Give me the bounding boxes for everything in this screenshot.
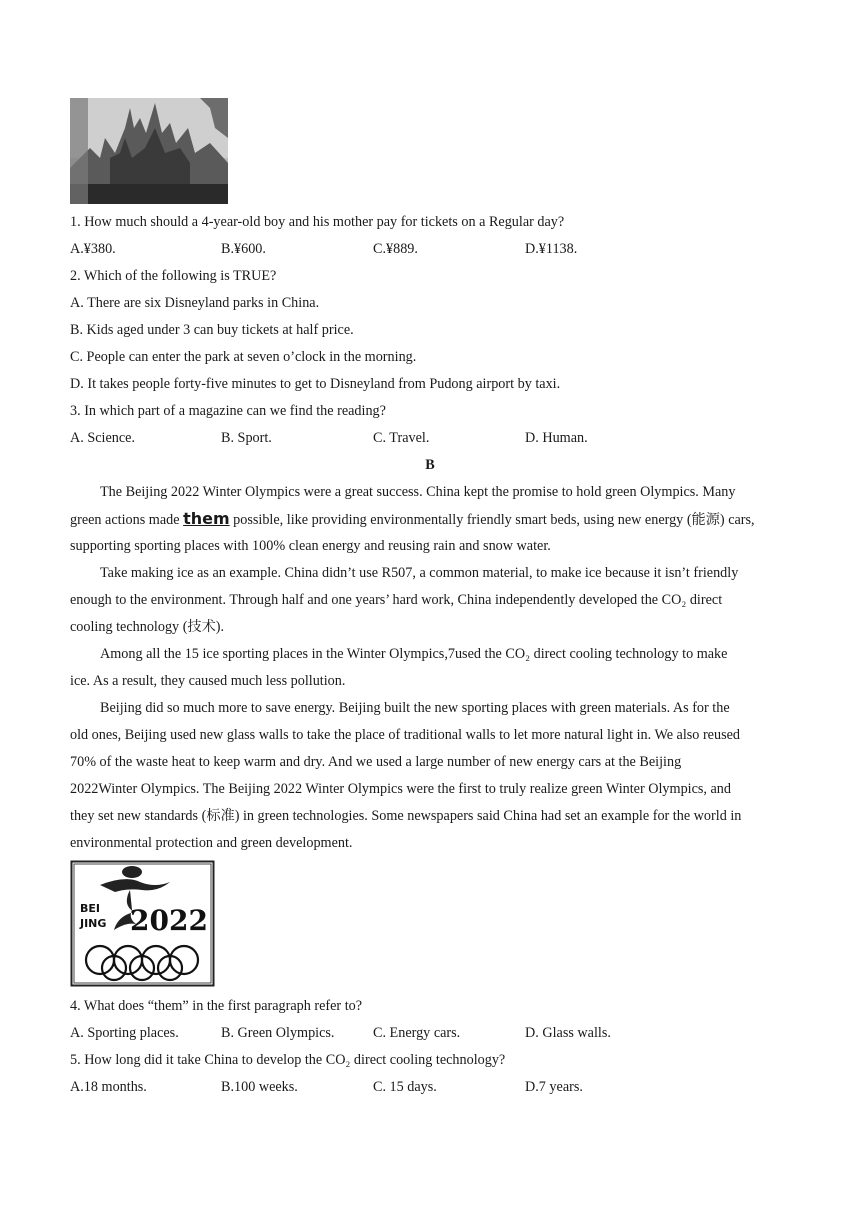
logo-text-year: 2022 — [130, 904, 208, 937]
q4-option-c: C. Energy cars. — [373, 1025, 461, 1041]
para1-line2 — [70, 510, 790, 529]
para2-line1: Take making ice as an example. China didn’t use R507, a common material, to make ice because it isn’t friendly — [100, 565, 739, 581]
para4-line4: 2022Winter Olympics. The Beijing 2022 Winter Olympics were the first to truly realize green Winter Olympics, and — [70, 781, 731, 797]
para4-line5: they set new standards (标准) in green technologies. Some newspapers said China had set an example for the world in — [70, 808, 742, 824]
q2-option-a: A. There are six Disneyland parks in China. — [70, 295, 320, 311]
q2-option-c: C. People can enter the park at seven o’clock in the morning. — [70, 349, 417, 365]
para3-line1: Among all the 15 ice sporting places in the Winter Olympics,7used the CO₂ direct cooling technology to make — [100, 646, 728, 662]
disneyland-castle-photo — [70, 98, 228, 204]
section-b-heading: B — [425, 457, 435, 473]
q5-option-d: D.7 years. — [525, 1079, 583, 1095]
emphasized-word-them: them — [183, 509, 230, 528]
q2-option-b: B. Kids aged under 3 can buy tickets at half price. — [70, 322, 354, 338]
q3-option-d: D. Human. — [525, 430, 588, 446]
para1-line3: supporting sporting places with 100% clean energy and reusing rain and snow water. — [70, 538, 551, 554]
para3-line2: ice. As a result, they caused much less pollution. — [70, 673, 346, 689]
para1-line1: The Beijing 2022 Winter Olympics were a great success. China kept the promise to hold green Olympics. Many — [100, 484, 736, 500]
para4-line3: 70% of the waste heat to keep warm and dry. And we used a large number of new energy cars at the Beijing — [70, 754, 682, 770]
para1-line2-pre: green actions made — [70, 512, 184, 528]
q1-option-a: A.¥380. — [70, 241, 116, 257]
para4-line2: old ones, Beijing used new glass walls to take the place of traditional walls to let more natural light in. We also reused — [70, 727, 740, 743]
question-4: 4. What does “them” in the first paragraph refer to? — [70, 998, 363, 1014]
para1-line2-post: possible, like providing environmentally friendly smart beds, using new energy (能源) cars, — [229, 512, 755, 528]
q4-option-d: D. Glass walls. — [525, 1025, 611, 1041]
question-5: 5. How long did it take China to develop the CO₂ direct cooling technology? — [70, 1052, 506, 1068]
q5-option-b: B.100 weeks. — [221, 1079, 298, 1095]
beijing-2022-logo — [70, 860, 215, 987]
para4-line1: Beijing did so much more to save energy. Beijing built the new sporting places with green materials. As for the — [100, 700, 730, 716]
q1-option-d: D.¥1138. — [525, 241, 578, 257]
q4-option-a: A. Sporting places. — [70, 1025, 179, 1041]
q1-option-c: C.¥889. — [373, 241, 418, 257]
q4-option-b: B. Green Olympics. — [221, 1025, 335, 1041]
para4-line6: environmental protection and green development. — [70, 835, 353, 851]
q3-option-c: C. Travel. — [373, 430, 430, 446]
q3-option-b: B. Sport. — [221, 430, 272, 446]
q2-option-d: D. It takes people forty-five minutes to get to Disneyland from Pudong airport by taxi. — [70, 376, 561, 392]
question-2: 2. Which of the following is TRUE? — [70, 268, 277, 284]
q5-option-c: C. 15 days. — [373, 1079, 437, 1095]
q1-option-b: B.¥600. — [221, 241, 266, 257]
logo-text-jing: JING — [80, 917, 107, 930]
q3-option-a: A. Science. — [70, 430, 136, 446]
q5-option-a: A.18 months. — [70, 1079, 147, 1095]
question-3: 3. In which part of a magazine can we find the reading? — [70, 403, 386, 419]
para2-line3: cooling technology (技术). — [70, 619, 225, 635]
question-1: 1. How much should a 4-year-old boy and his mother pay for tickets on a Regular day? — [70, 214, 565, 230]
para2-line2: enough to the environment. Through half and one years’ hard work, China independently developed the CO₂ direct — [70, 592, 723, 608]
logo-text-bei: BEI — [80, 902, 100, 915]
